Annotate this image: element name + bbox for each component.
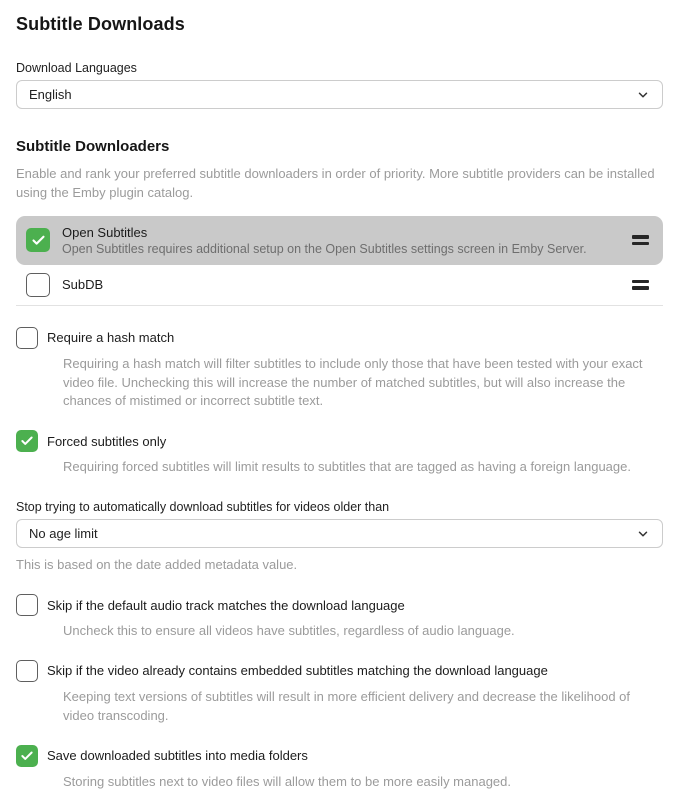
option-save-subtitles-media-folders <box>16 745 663 791</box>
drag-handle-icon[interactable] <box>632 235 649 245</box>
option-label[interactable]: Require a hash match <box>47 330 175 346</box>
downloader-row-subdb[interactable] <box>16 265 663 306</box>
option-skip-embedded-subtitles <box>16 660 663 726</box>
download-languages-label: Download Languages <box>16 61 137 75</box>
save-subtitles-checkbox[interactable] <box>16 745 38 767</box>
age-limit-value: No age limit <box>29 526 98 542</box>
downloader-row-open-subtitles[interactable] <box>16 216 663 265</box>
subdb-checkbox[interactable] <box>26 273 50 297</box>
open-subtitles-checkbox[interactable] <box>26 228 50 252</box>
option-label[interactable]: Skip if the default audio track matches the download language <box>47 597 405 613</box>
age-limit-select[interactable] <box>16 519 663 548</box>
require-hash-match-checkbox[interactable] <box>16 327 38 349</box>
skip-default-audio-checkbox[interactable] <box>16 594 38 616</box>
check-icon <box>20 434 34 448</box>
option-description: Uncheck this to ensure all videos have subtitles, regardless of audio language. <box>63 623 515 639</box>
check-icon <box>31 233 46 248</box>
option-description: Requiring forced subtitles will limit results to subtitles that are tagged as having a foreign language. <box>63 459 631 475</box>
chevron-down-icon <box>636 527 650 541</box>
check-icon <box>20 749 34 763</box>
age-limit-help: This is based on the date added metadata value. <box>16 557 298 573</box>
option-skip-default-audio <box>16 594 663 641</box>
download-languages-select[interactable] <box>16 80 663 109</box>
subtitle-downloaders-description: Enable and rank your preferred subtitle downloaders in order of priority. More subtitle providers can be installed using the Emby plugin catalog. <box>16 166 655 200</box>
option-require-hash-match <box>16 327 663 412</box>
downloader-title: SubDB <box>62 277 104 293</box>
option-forced-subtitles <box>16 430 663 477</box>
skip-embedded-subtitles-checkbox[interactable] <box>16 660 38 682</box>
age-limit-label: Stop trying to automatically download subtitles for videos older than <box>16 500 390 515</box>
download-languages-value: English <box>29 87 72 102</box>
chevron-down-icon <box>636 88 650 102</box>
option-description: Requiring a hash match will filter subtitles to include only those that have been tested with your exact video file. Unchecking this will increase the number of matched subtitles, but will also increase the chances of mistimed or incorrect subtitle text. <box>63 355 643 409</box>
downloader-subtitle: Open Subtitles requires additional setup on the Open Subtitles settings screen in Emby Server. <box>62 241 587 256</box>
option-description: Keeping text versions of subtitles will result in more efficient delivery and decrease the likelihood of video transcoding. <box>63 688 631 723</box>
forced-subtitles-checkbox[interactable] <box>16 430 38 452</box>
option-label[interactable]: Skip if the video already contains embedded subtitles matching the download language <box>47 663 548 679</box>
age-limit-block <box>16 500 663 572</box>
option-label[interactable]: Forced subtitles only <box>47 433 167 449</box>
drag-handle-icon[interactable] <box>632 280 649 290</box>
page-title: Subtitle Downloads <box>16 14 185 34</box>
option-label[interactable]: Save downloaded subtitles into media folders <box>47 748 308 764</box>
subtitle-downloaders-heading: Subtitle Downloaders <box>16 138 170 155</box>
option-description: Storing subtitles next to video files will allow them to be more easily managed. <box>63 773 511 789</box>
downloader-title: Open Subtitles <box>62 224 148 240</box>
downloader-list <box>16 216 663 306</box>
